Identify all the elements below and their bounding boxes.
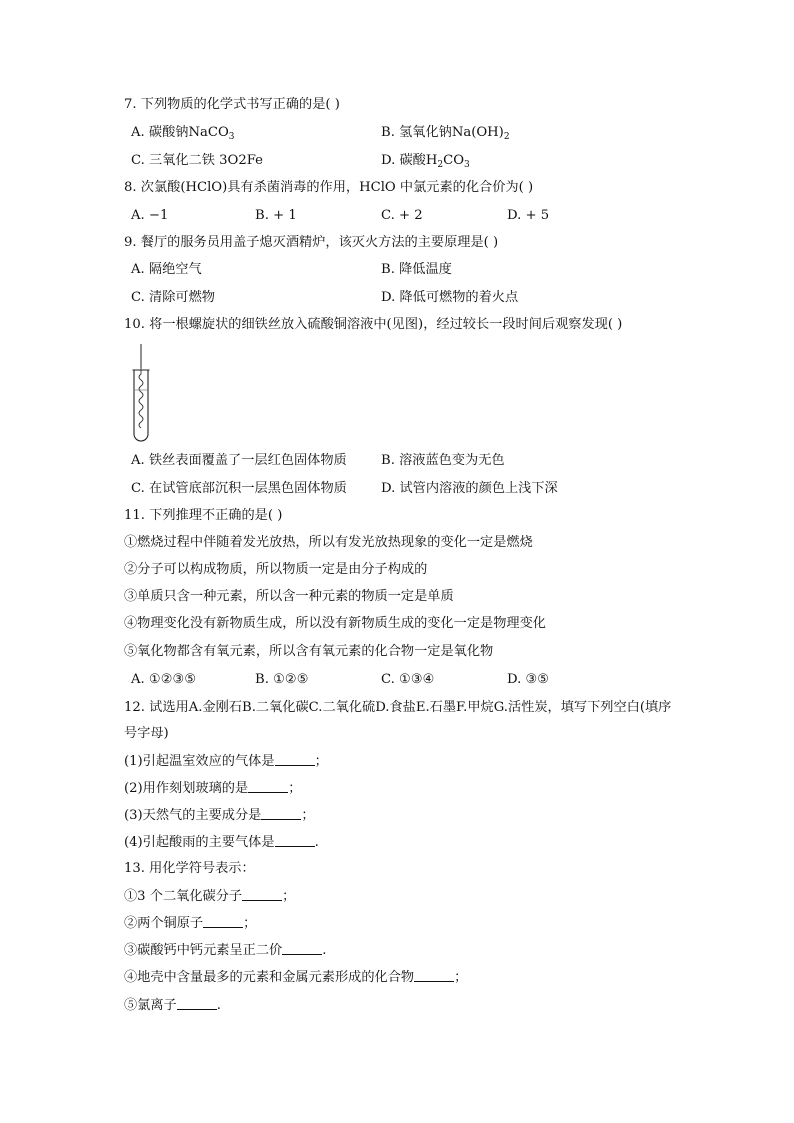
q8-option-b: B. + 1 bbox=[255, 208, 297, 223]
answer-blank[interactable] bbox=[414, 968, 454, 982]
q7-option-c: C. 三氧化二铁 3O2Fe bbox=[131, 153, 263, 168]
q8-option-d: D. + 5 bbox=[507, 208, 550, 223]
q11-option-a: A. ①②③⑤ bbox=[131, 672, 197, 687]
q12-stem-line1: 12. 试选用A.金刚石B.二氧化碳C.二氧化硫D.食盐E.石墨F.甲烷G.活性炭，填写下列空白(填序 bbox=[124, 700, 672, 715]
test-tube-figure bbox=[129, 344, 153, 444]
q11-statement: ⑤氧化物都含有氧元素，所以含有氧元素的化合物一定是氧化物 bbox=[124, 644, 494, 659]
q11-option-b: B. ①②⑤ bbox=[255, 672, 309, 687]
answer-blank[interactable] bbox=[248, 779, 288, 793]
q13-item: ⑤氯离子 . bbox=[124, 998, 221, 1013]
answer-blank[interactable] bbox=[203, 914, 243, 928]
q12-item: (3)天然气的主要成分是 ； bbox=[124, 808, 315, 823]
answer-blank[interactable] bbox=[261, 806, 301, 820]
q10-option-d: D. 试管内溶液的颜色上浅下深 bbox=[381, 481, 558, 496]
q13-item: ②两个铜原子 ； bbox=[124, 916, 257, 931]
q10-stem: 10. 将一根螺旋状的细铁丝放入硫酸铜溶液中(见图)，经过较长一段时间后观察发现( ) bbox=[124, 317, 623, 332]
q8-stem: 8. 次氯酸(HClO)具有杀菌消毒的作用，HClO 中氯元素的化合价为( ) bbox=[124, 180, 534, 195]
q12-stem-line2: 号字母) bbox=[124, 726, 169, 741]
q13-item: ①3 个二氧化碳分子 ； bbox=[124, 889, 296, 904]
q13-item: ④地壳中含量最多的元素和金属元素形成的化合物 ； bbox=[124, 970, 468, 985]
q11-statement: ③单质只含一种元素，所以含一种元素的物质一定是单质 bbox=[124, 589, 454, 604]
answer-blank[interactable] bbox=[282, 941, 322, 955]
q13-stem: 13. 用化学符号表示： bbox=[124, 861, 255, 876]
q11-stem: 11. 下列推理不正确的是( ) bbox=[124, 508, 283, 523]
q7-option-b: B. 氢氧化钠$Na(OH)_2$ bbox=[381, 125, 510, 142]
q12-item: (1)引起温室效应的气体是 ； bbox=[124, 754, 328, 769]
q11-option-d: D. ③⑤ bbox=[507, 672, 550, 687]
q11-statement: ④物理变化没有新物质生成，所以没有新物质生成的变化一定是物理变化 bbox=[124, 616, 546, 631]
answer-blank[interactable] bbox=[242, 887, 282, 901]
tube-outline bbox=[134, 370, 148, 441]
q11-option-c: C. ①③④ bbox=[381, 672, 435, 687]
q9-option-a: A. 隔绝空气 bbox=[131, 262, 202, 277]
iron-spiral bbox=[139, 368, 143, 428]
q7-option-a: A. 碳酸钠NaCO$_3$ bbox=[131, 125, 235, 142]
q11-statement: ①燃烧过程中伴随着发光放热，所以有发光放热现象的变化一定是燃烧 bbox=[124, 535, 533, 550]
q10-option-c: C. 在试管底部沉积一层黑色固体物质 bbox=[131, 481, 347, 496]
q9-option-c: C. 清除可燃物 bbox=[131, 290, 215, 305]
q8-option-c: C. + 2 bbox=[381, 208, 423, 223]
answer-blank[interactable] bbox=[275, 833, 315, 847]
q11-statement: ②分子可以构成物质，所以物质一定是由分子构成的 bbox=[124, 562, 428, 577]
answer-blank[interactable] bbox=[177, 996, 217, 1010]
q7-stem: 7. 下列物质的化学式书写正确的是( ) bbox=[124, 97, 340, 112]
q9-option-d: D. 降低可燃物的着火点 bbox=[381, 290, 519, 305]
q9-option-b: B. 降低温度 bbox=[381, 262, 452, 277]
q12-item: (2)用作刻划玻璃的是 ； bbox=[124, 781, 302, 796]
q10-option-b: B. 溶液蓝色变为无色 bbox=[381, 453, 505, 468]
q13-item: ③碳酸钙中钙元素呈正二价 . bbox=[124, 943, 327, 958]
q7-option-d: D. 碳酸$H_2CO_3$ bbox=[381, 153, 470, 170]
q10-option-a: A. 铁丝表面覆盖了一层红色固体物质 bbox=[131, 453, 347, 468]
q8-option-a: A. −1 bbox=[131, 208, 169, 223]
answer-blank[interactable] bbox=[275, 752, 315, 766]
q9-stem: 9. 餐厅的服务员用盖子熄灭酒精炉，该灭火方法的主要原理是( ) bbox=[124, 235, 499, 250]
q12-item: (4)引起酸雨的主要气体是 . bbox=[124, 835, 319, 850]
